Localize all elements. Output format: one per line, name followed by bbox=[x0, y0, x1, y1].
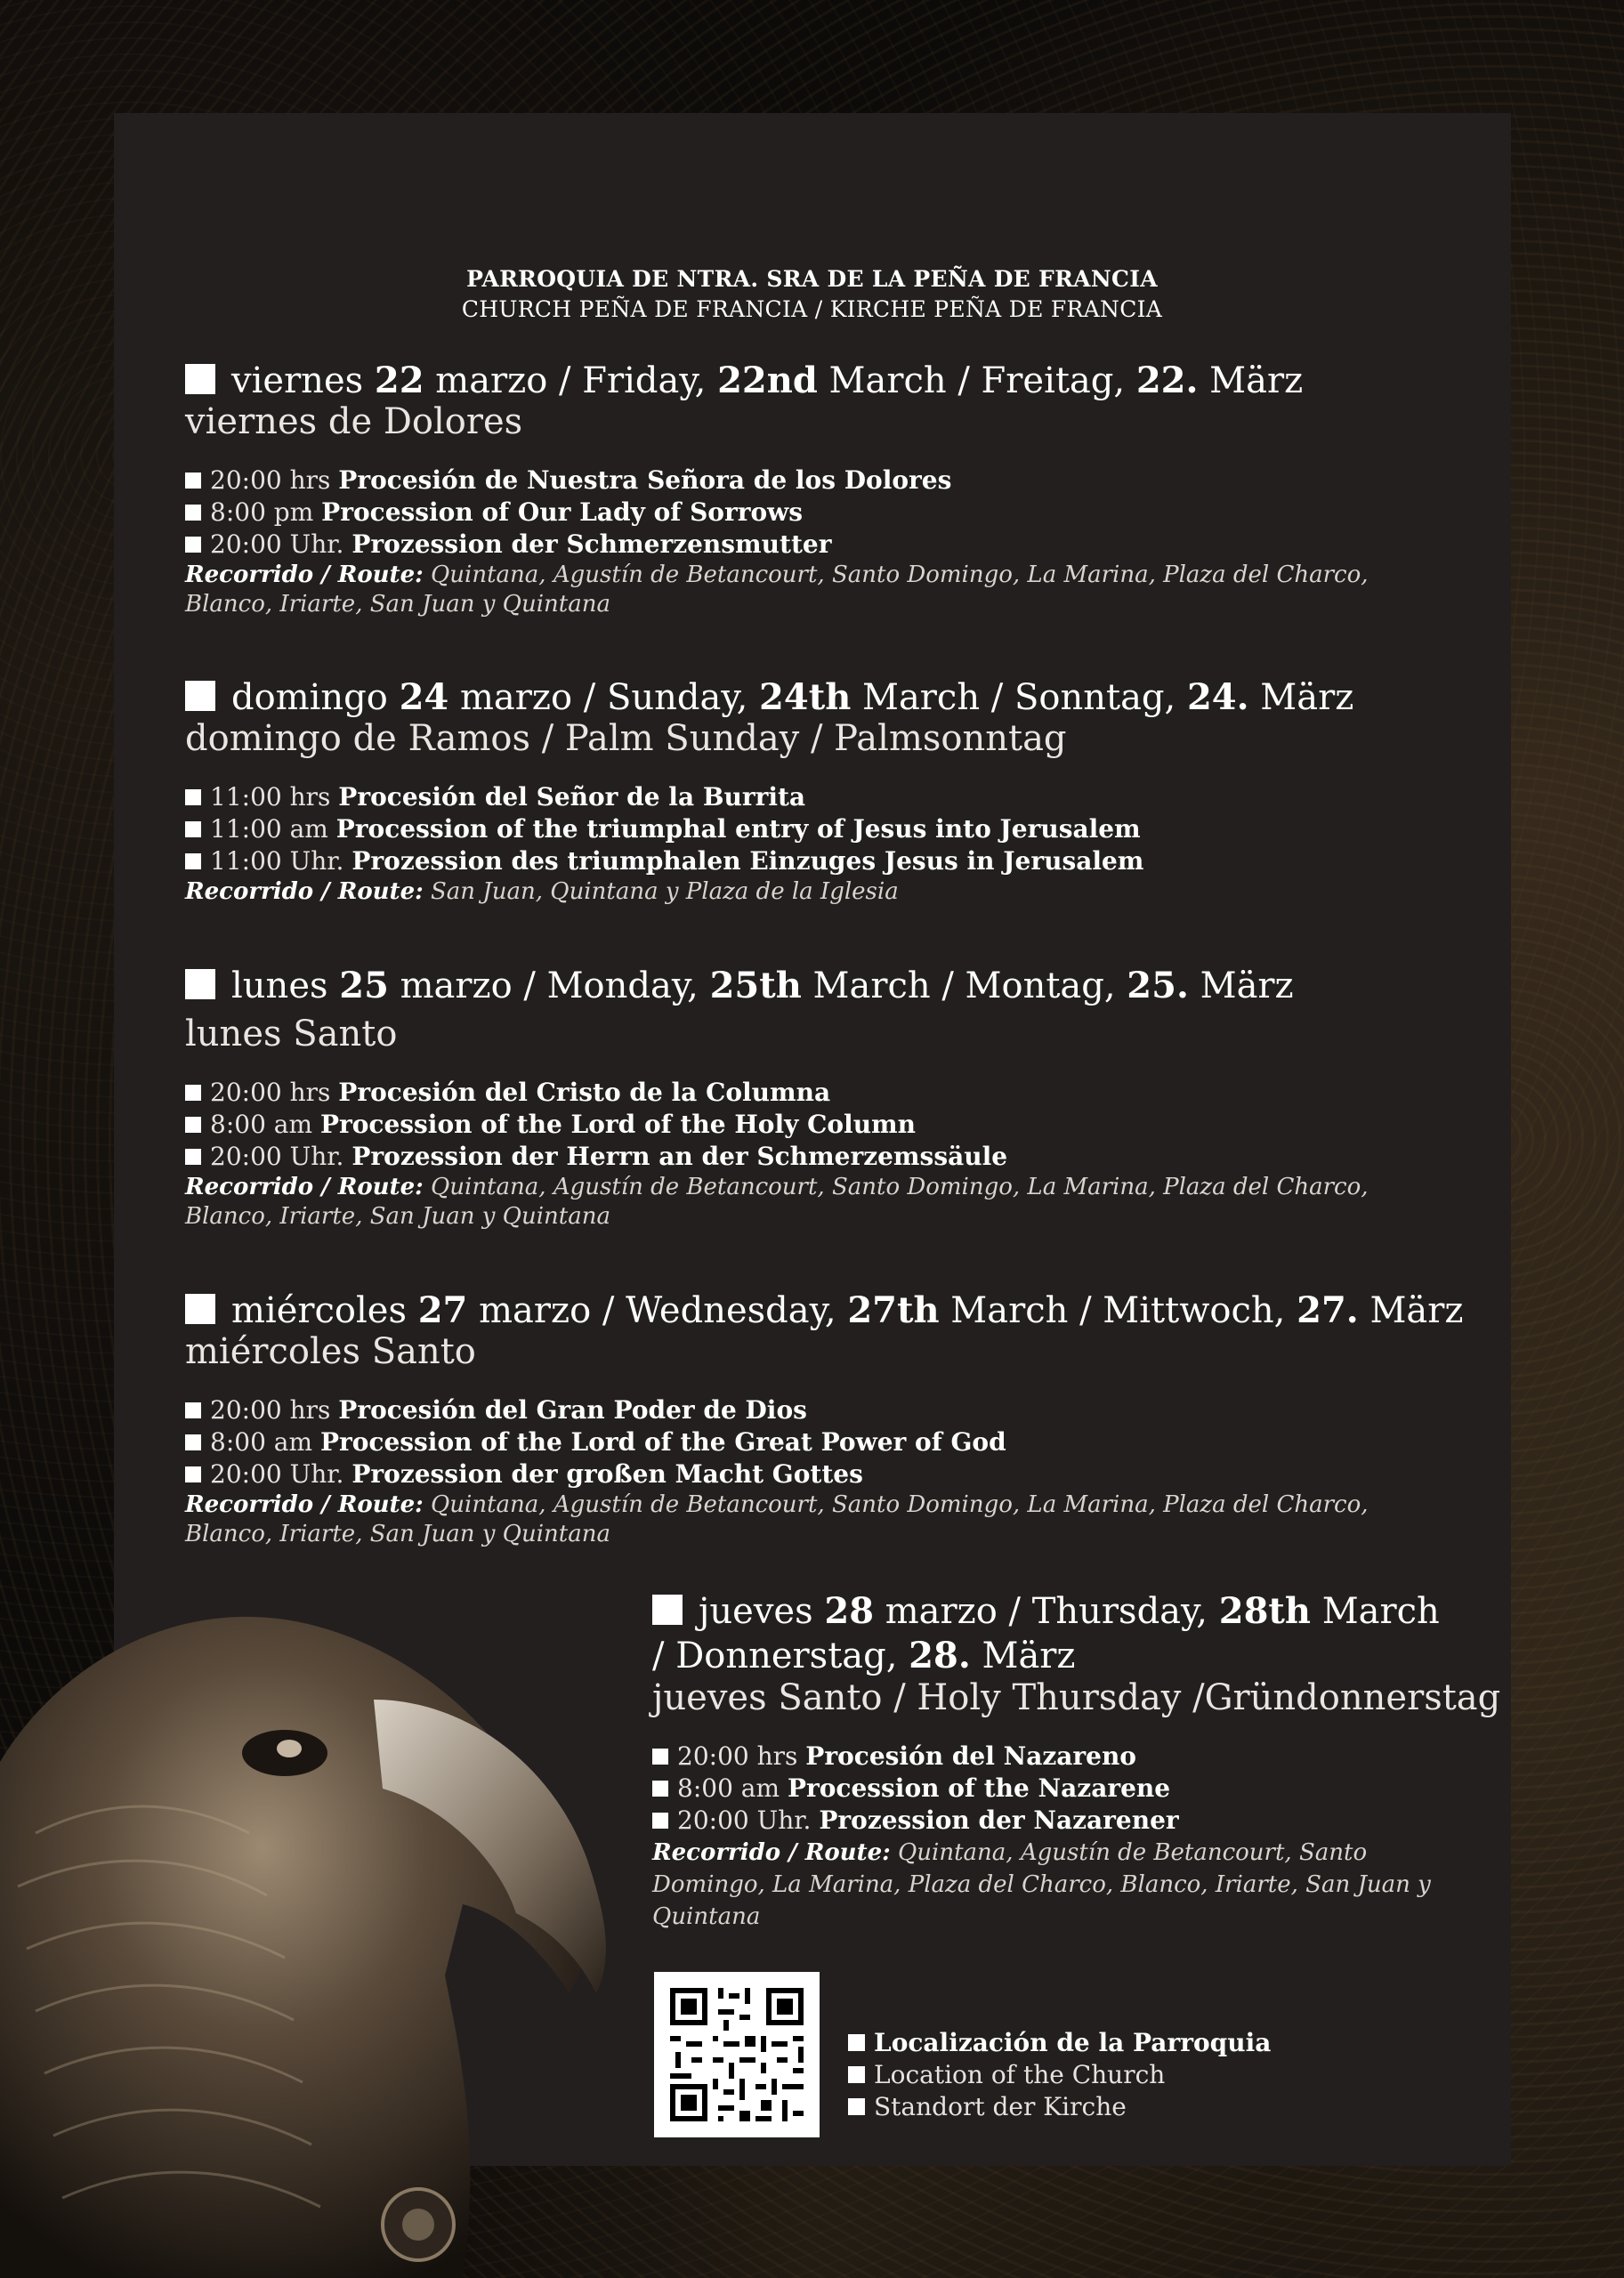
event-list bbox=[652, 1741, 1453, 1837]
square-bullet-icon bbox=[185, 473, 201, 489]
day-section-monday bbox=[185, 965, 1449, 1232]
square-bullet-icon bbox=[185, 789, 201, 805]
day-heading: viernes 22 marzo / Friday, 22nd March / Freitag, 22. März bbox=[185, 359, 1449, 402]
square-bullet-icon bbox=[185, 1149, 201, 1165]
parish-name-translations: CHURCH PEÑA DE FRANCIA / KIRCHE PEÑA DE FRANCIA bbox=[461, 296, 1163, 322]
day-heading: miércoles 27 marzo / Wednesday, 27th March / Mittwoch, 27. März bbox=[185, 1289, 1449, 1332]
event-item: 8:00 am Procession of the Nazarene bbox=[652, 1773, 1453, 1805]
square-bullet-icon bbox=[848, 2066, 865, 2083]
square-bullet-icon bbox=[185, 821, 201, 837]
day-section-wednesday bbox=[185, 1289, 1464, 1549]
day-subtitle: miércoles Santo bbox=[185, 1331, 476, 1372]
qr-code[interactable] bbox=[654, 1972, 820, 2137]
event-item: 20:00 Uhr. Prozession der großen Macht Gottes bbox=[185, 1458, 1449, 1490]
square-bullet-icon bbox=[185, 537, 201, 553]
event-item: 8:00 am Procession of the Lord of the Holy Column bbox=[185, 1109, 1449, 1141]
day-section-sunday bbox=[185, 676, 1449, 907]
square-bullet-icon bbox=[185, 1466, 201, 1482]
church-location-legend bbox=[848, 2027, 1271, 2123]
square-bullet-icon bbox=[652, 1749, 668, 1765]
square-bullet-icon bbox=[185, 505, 201, 521]
route-text: Recorrido / Route: Quintana, Agustín de Betancourt, Santo Domingo, La Marina, Plaza del Charco, Blanco, Iriarte, San Juan y Quintana bbox=[185, 561, 1369, 618]
square-bullet-icon bbox=[848, 2034, 865, 2051]
location-label-de: Standort der Kirche bbox=[848, 2091, 1271, 2123]
square-bullet-icon bbox=[185, 1085, 201, 1101]
qr-code-icon bbox=[654, 1972, 820, 2137]
parish-name: PARROQUIA DE NTRA. SRA DE LA PEÑA DE FRANCIA bbox=[466, 266, 1158, 292]
event-item: 11:00 Uhr. Prozession des triumphalen Einzuges Jesus in Jerusalem bbox=[185, 845, 1449, 877]
route-text: Recorrido / Route: San Juan, Quintana y Plaza de la Iglesia bbox=[185, 878, 899, 905]
event-list bbox=[185, 1394, 1449, 1490]
day-heading: lunes 25 marzo / Monday, 25th March / Montag, 25. März bbox=[185, 965, 1449, 1007]
square-bullet-icon bbox=[185, 969, 215, 999]
event-item: 20:00 hrs Procesión del Cristo de la Columna bbox=[185, 1077, 1449, 1109]
square-bullet-icon bbox=[185, 1402, 201, 1418]
event-item: 20:00 hrs Procesión del Gran Poder de Dios bbox=[185, 1394, 1449, 1426]
square-bullet-icon bbox=[185, 681, 215, 711]
day-subtitle: domingo de Ramos / Palm Sunday / Palmsonntag bbox=[185, 718, 1067, 759]
square-bullet-icon bbox=[652, 1595, 683, 1625]
event-item: 20:00 hrs Procesión del Nazareno bbox=[652, 1741, 1453, 1773]
event-item: 20:00 hrs Procesión de Nuestra Señora de los Dolores bbox=[185, 464, 1449, 497]
day-heading: domingo 24 marzo / Sunday, 24th March / Sonntag, 24. März bbox=[185, 676, 1449, 719]
square-bullet-icon bbox=[185, 853, 201, 869]
event-item: 11:00 am Procession of the triumphal entry of Jesus into Jerusalem bbox=[185, 813, 1449, 845]
square-bullet-icon bbox=[185, 364, 215, 394]
day-heading: jueves 28 marzo / Thursday, 28th March / Donnerstag, 28. März bbox=[652, 1590, 1440, 1676]
day-section-thursday bbox=[652, 1589, 1501, 1933]
eagle-illustration bbox=[0, 1566, 641, 2278]
square-bullet-icon bbox=[185, 1117, 201, 1133]
location-label-en: Location of the Church bbox=[848, 2059, 1271, 2091]
day-subtitle: jueves Santo / Holy Thursday /Gründonnerstag bbox=[652, 1677, 1501, 1718]
event-item: 20:00 Uhr. Prozession der Schmerzensmutter bbox=[185, 529, 1449, 561]
parish-header bbox=[0, 264, 1624, 325]
event-list bbox=[185, 464, 1449, 561]
square-bullet-icon bbox=[185, 1434, 201, 1450]
square-bullet-icon bbox=[652, 1781, 668, 1797]
event-list bbox=[185, 1077, 1449, 1173]
day-section-friday bbox=[185, 359, 1449, 619]
square-bullet-icon bbox=[185, 1294, 215, 1324]
event-item: 20:00 Uhr. Prozession der Herrn an der Schmerzemssäule bbox=[185, 1141, 1449, 1173]
route-text: Recorrido / Route: Quintana, Agustín de Betancourt, Santo Domingo, La Marina, Plaza del Charco, Blanco, Iriarte, San Juan y Quintana bbox=[652, 1839, 1431, 1930]
route-text: Recorrido / Route: Quintana, Agustín de Betancourt, Santo Domingo, La Marina, Plaza del Charco, Blanco, Iriarte, San Juan y Quintana bbox=[185, 1174, 1369, 1230]
location-label-es: Localización de la Parroquia bbox=[848, 2027, 1271, 2059]
day-subtitle: viernes de Dolores bbox=[185, 401, 523, 442]
event-list bbox=[185, 781, 1449, 877]
square-bullet-icon bbox=[652, 1813, 668, 1829]
event-item: 11:00 hrs Procesión del Señor de la Burrita bbox=[185, 781, 1449, 813]
day-subtitle: lunes Santo bbox=[185, 1014, 398, 1054]
square-bullet-icon bbox=[848, 2098, 865, 2115]
event-item: 8:00 am Procession of the Lord of the Great Power of God bbox=[185, 1426, 1449, 1458]
event-item: 8:00 pm Procession of Our Lady of Sorrows bbox=[185, 497, 1449, 529]
event-item: 20:00 Uhr. Prozession der Nazarener bbox=[652, 1805, 1453, 1837]
route-text: Recorrido / Route: Quintana, Agustín de Betancourt, Santo Domingo, La Marina, Plaza del Charco, Blanco, Iriarte, San Juan y Quintana bbox=[185, 1491, 1369, 1547]
